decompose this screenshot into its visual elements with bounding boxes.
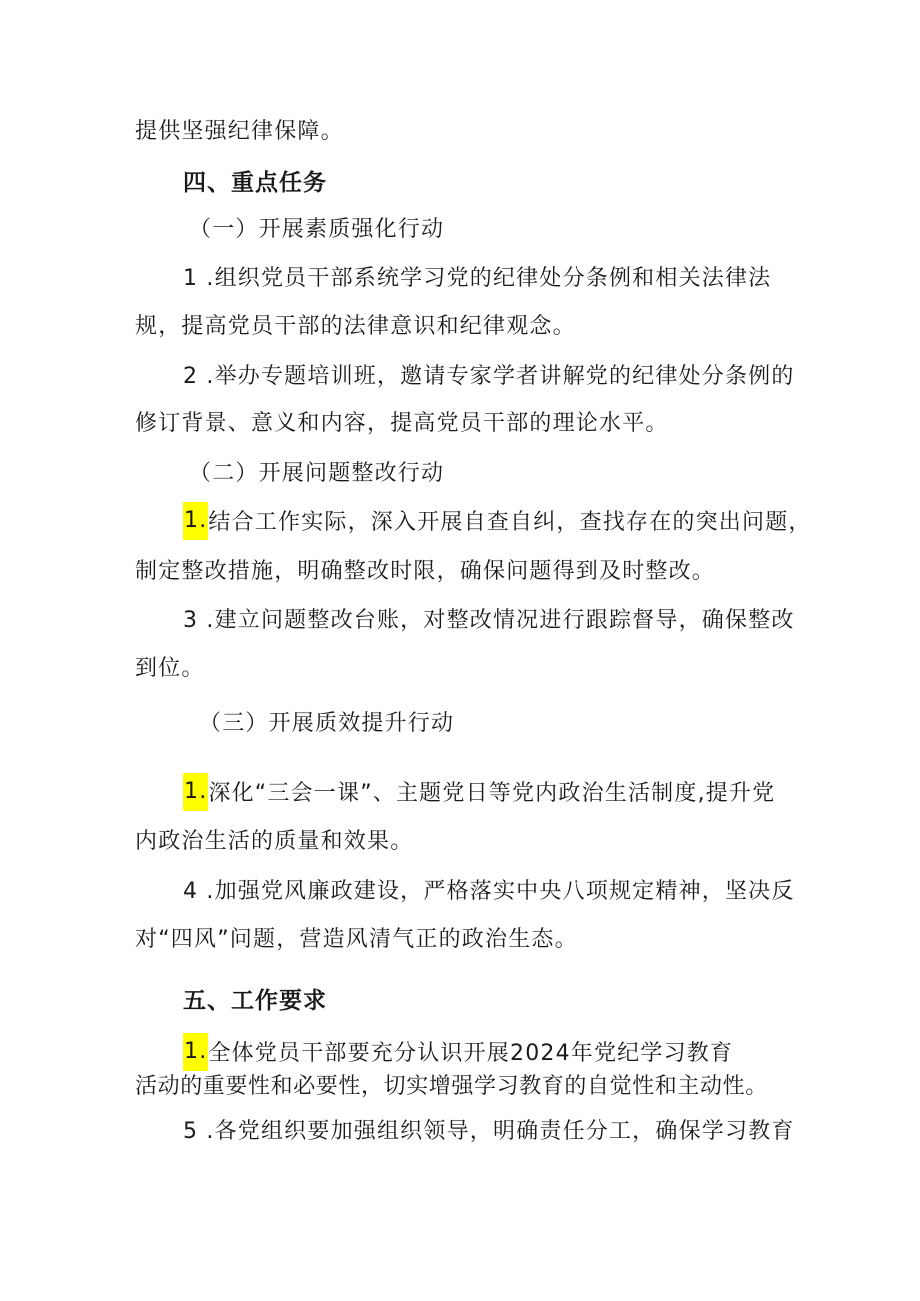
item-line: 2 .举办专题培训班，邀请专家学者讲解党的纪律处分条例的: [183, 364, 795, 389]
item-line: 3 .建立问题整改台账，对整改情况进行跟踪督导，确保整改: [183, 608, 795, 633]
section-heading-4: 四、重点任务: [183, 170, 327, 196]
section-heading-5: 五、工作要求: [183, 988, 327, 1014]
subsection-heading-1: （一）开展素质强化行动: [189, 217, 445, 242]
highlighted-item-number: 1.: [183, 502, 208, 540]
item-line: 活动的重要性和必要性，切实增强学习教育的自觉性和主动性。: [135, 1074, 768, 1099]
item-line: [183, 779, 775, 811]
item-line: [183, 508, 812, 540]
highlighted-item-number: 1.: [183, 773, 208, 811]
subsection-heading-2: （二）开展问题整改行动: [189, 461, 445, 486]
item-text: 结合工作实际，深入开展自查自纠，查找存在的突出问题，: [208, 510, 812, 535]
paragraph-line: 提供坚强纪律保障。: [135, 119, 344, 144]
item-line: 5 .各党组织要加强组织领导，明确责任分工，确保学习教育: [183, 1119, 795, 1144]
item-line: 内政治生活的质量和效果。: [135, 829, 414, 854]
highlighted-item-number: 1.: [183, 1033, 208, 1071]
item-text: 深化“三会一课”、主题党日等党内政治生活制度,提升党: [208, 781, 776, 806]
item-line: 制定整改措施，明确整改时限，确保问题得到及时整改。: [135, 559, 716, 584]
subsection-heading-3: （三）开展质效提升行动: [199, 711, 455, 736]
item-line: 到位。: [135, 656, 205, 681]
item-line: 1 .组织党员干部系统学习党的纪律处分条例和相关法律法: [183, 266, 772, 291]
item-text: 全体党员干部要充分认识开展2024年党纪学习教育: [208, 1041, 734, 1066]
item-line: 规，提高党员干部的法律意识和纪律观念。: [135, 314, 576, 339]
item-line: [183, 1039, 733, 1071]
item-line: 对“四风”问题，营造风清气正的政治生态。: [135, 927, 578, 952]
item-line: 修订背景、意义和内容，提高党员干部的理论水平。: [135, 411, 669, 436]
item-line: 4 .加强党风廉政建设，严格落实中央八项规定精神，坚决反: [183, 879, 795, 904]
